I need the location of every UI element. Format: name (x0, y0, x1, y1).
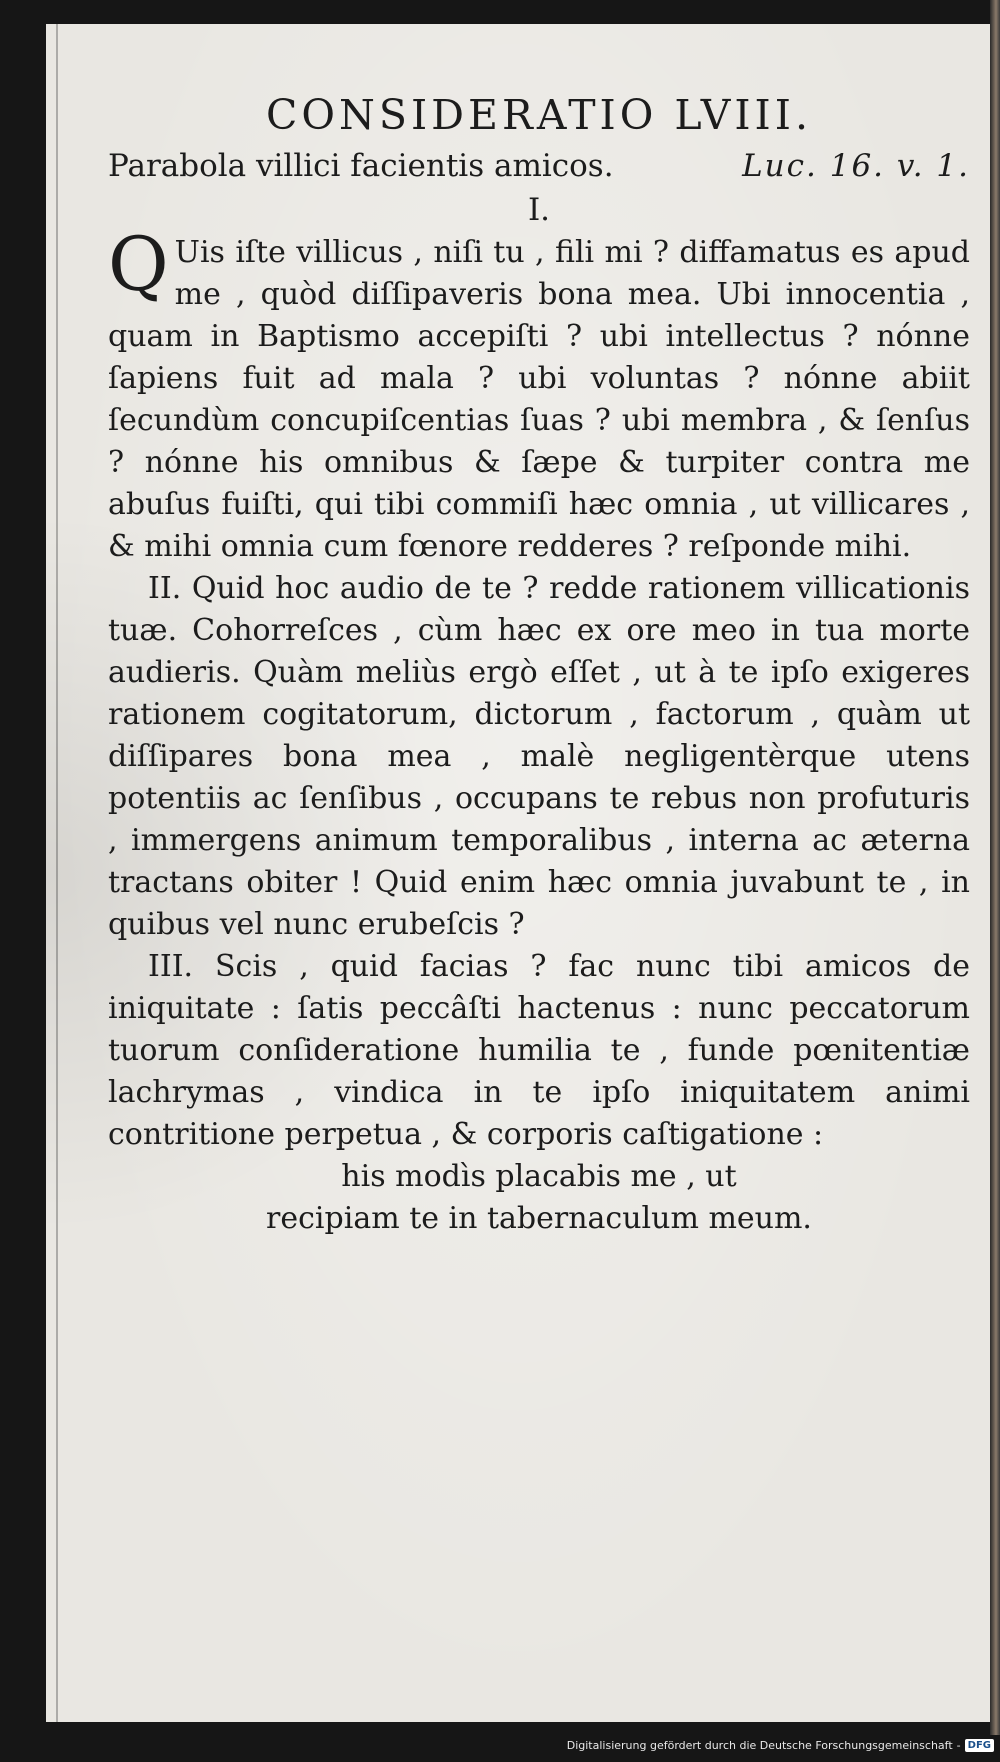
section-number: I. (527, 192, 551, 228)
page-gutter-line (56, 24, 58, 1722)
subtitle-line (108, 144, 970, 188)
bible-reference: Luc. 16. v. 1. (742, 148, 970, 184)
closing-line-1: his modìs placabis me , ut (341, 1159, 737, 1194)
paragraph-3: III. Scis , quid facias ? fac nunc tibi amicos de iniquitate : ſatis peccâſti hactenus : nunc peccatorum tuorum conſideratione humilia te , funde pœnitentiæ lachrymas , vindica in te ipſo iniquitatem animi contritione perpetua , & corporis caſtigatione : (108, 949, 970, 1152)
paragraph-2: II. Quid hoc audio de te ? redde rationem villicationis tuæ. Cohorreſces , cùm hæc ex ore meo in tua morte audieris. Quàm meliùs ergò eſſet , ut à te ipſo exigeres rationem cogitatorum, dictorum , factorum , quàm ut diſſipares bona mea , malè negligentèrque utens potentiis ac ſenſibus , occupans te rebus non profuturis , immergens animum temporalibus , interna ac æterna tractans obiter ! Quid enim hæc omnia juvabunt te , in quibus vel nunc erubeſcis ? (108, 571, 970, 942)
digitization-footer: Digitalisierung gefördert durch die Deutsche Forschungsgemeinschaft - DFG (567, 1734, 994, 1756)
funding-credit: Digitalisierung gefördert durch die Deutsche Forschungsgemeinschaft (566, 1738, 953, 1752)
paragraph-1-text: Uis iſte villicus , niſi tu , fili mi ? diffamatus es apud me , quòd diſſipaveris bona mea. Ubi innocentia , quam in Baptismo accepiſti ? ubi intellectus ? nónne ſapiens fuit ad mala ? ubi voluntas ? nónne abiit ſecundùm concupiſcentias ſuas ? ubi membra , & ſenſus ? nónne his omnibus & ſæpe & turpiter contra me abuſus fuiſti, qui tibi commiſi hæc omnia , ut villicares , & mihi omnia cum fœnore redderes ? reſponde mihi. (108, 235, 970, 564)
closing-line-2: recipiam te in tabernaculum meum. (266, 1201, 812, 1236)
page-text (108, 86, 970, 1240)
book-edge (990, 0, 1000, 1735)
page-title: CONSIDERATIO LVIII. (266, 91, 812, 139)
drop-cap: Q (108, 222, 169, 308)
dfg-logo: DFG (965, 1739, 994, 1752)
paragraph-1 (108, 222, 970, 568)
subtitle: Parabola villici facientis amicos. (108, 148, 614, 184)
